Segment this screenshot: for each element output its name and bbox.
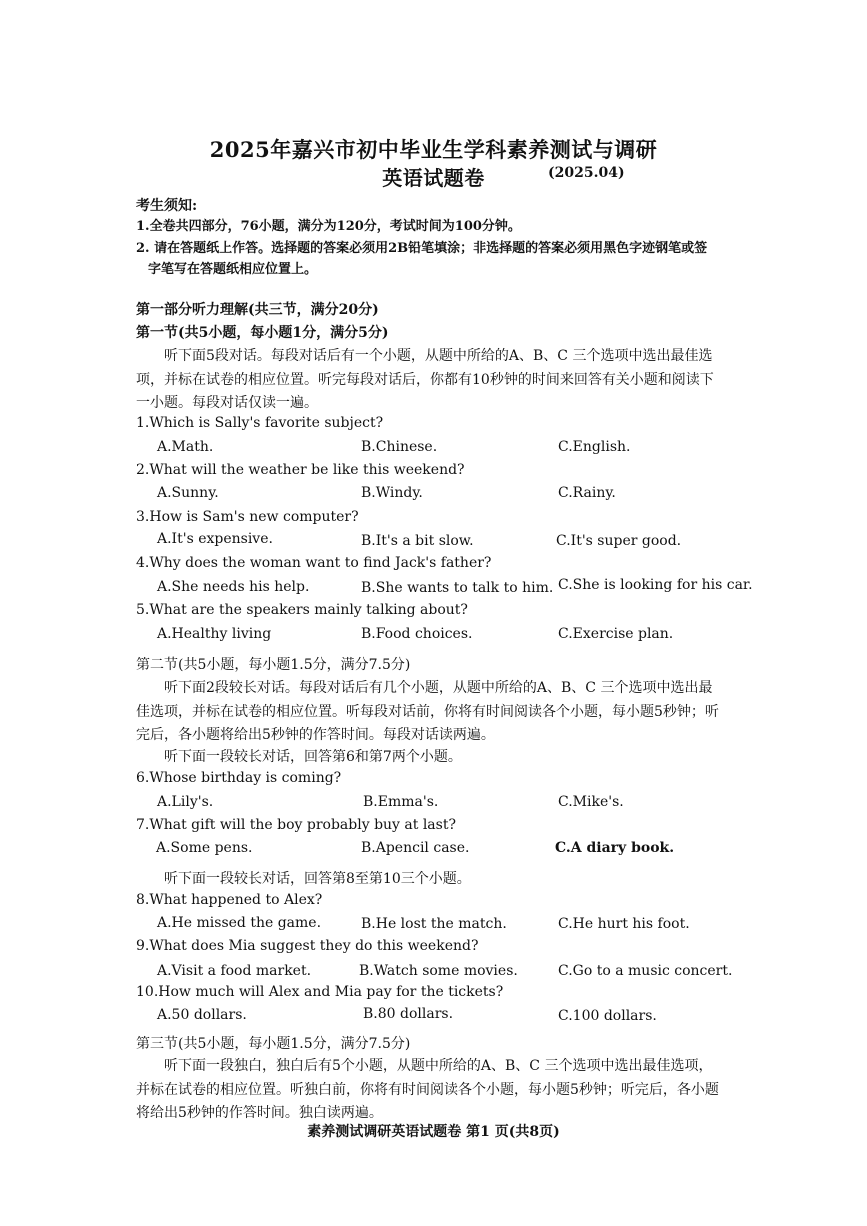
section2-instr-line2: 佳选项，并标在试卷的相应位置。听每段对话前，你将有时间阅读各个小题，每小题5秒钟；听 [136,703,719,720]
question-7: 7.What gift will the boy probably buy at last? [136,817,456,833]
section1-instr-line2: 项，并标在试卷的相应位置。听完每段对话后，你都有10秒钟的时间来回答有关小题和阅读下 [136,371,714,388]
notice-item-2-cont: 字笔写在答题纸相应位置上。 [148,262,318,277]
question-4: 4.Why does the woman want to find Jack's father? [136,555,492,571]
section3-instr-line2: 并标在试卷的相应位置。听独白前，你将有时间阅读各个小题，每小题5秒钟；听完后，各小题 [136,1081,719,1098]
q7-option-c: C.A diary book. [555,840,675,856]
question-6: 6.Whose birthday is coming? [136,770,342,786]
question-9: 9.What does Mia suggest they do this weekend? [136,938,479,954]
notice-heading: 考生须知: [136,198,198,214]
q10-option-a: A.50 dollars. [157,1007,247,1023]
exam-date: (2025.04) [548,165,625,181]
q5-option-a: A.Healthy living [157,626,272,642]
q4-option-a: A.She needs his help. [157,579,310,595]
section2-sub-instr-1: 听下面一段较长对话，回答第6和第7两个小题。 [164,749,462,765]
q1-option-a: A.Math. [157,439,214,455]
section3-instr-line1: 听下面一段独白，独白后有5个小题，从题中所给的A、B、C 三个选项中选出最佳选项， [164,1058,713,1074]
question-10: 10.How much will Alex and Mia pay for the tickets? [136,984,504,1000]
q1-option-c: C.English. [558,439,631,455]
section2-instr-line1: 听下面2段较长对话。每段对话后有几个小题，从题中所给的A、B、C 三个选项中选出最 [164,680,713,696]
section3-instr-line3: 将给出5秒钟的作答时间。独白读两遍。 [136,1105,383,1121]
q10-option-c: C.100 dollars. [558,1008,657,1024]
q1-option-b: B.Chinese. [361,439,438,455]
section3-heading: 第三节(共5小题，每小题1.5分，满分7.5分) [136,1036,411,1052]
q6-option-b: B.Emma's. [363,794,439,810]
q6-option-a: A.Lily's. [157,794,214,810]
q2-option-a: A.Sunny. [157,485,219,501]
section1-instructions [136,345,734,416]
q3-option-b: B.It's a bit slow. [361,533,474,549]
q7-option-a: A.Some pens. [156,840,253,856]
question-3: 3.How is Sam's new computer? [136,509,359,525]
exam-subtitle: 英语试题卷 [382,166,485,190]
q9-option-b: B.Watch some movies. [359,963,518,979]
section2-instr-line3: 完后，各小题将给出5秒钟的作答时间。每段对话读两遍。 [136,727,495,743]
q6-option-c: C.Mike's. [558,794,624,810]
q2-option-b: B.Windy. [361,485,423,501]
q4-option-c: C.She is looking for his car. [558,577,753,593]
q9-option-c: C.Go to a music concert. [558,963,733,979]
q2-option-c: C.Rainy. [558,485,616,501]
q9-option-a: A.Visit a food market. [157,963,312,979]
notice-item-2: 2. 请在答题纸上作答。选择题的答案必须用2B铅笔填涂；非选择题的答案必须用黑色字迹钢笔或签 [136,241,708,256]
notice-item-1: 1.全卷共四部分，76小题，满分为120分，考试时间为100分钟。 [136,219,521,234]
section2-heading: 第二节(共5小题，每小题1.5分，满分7.5分) [136,657,411,673]
q8-option-b: B.He lost the match. [361,916,507,932]
q7-option-b: B.Apencil case. [361,840,470,856]
section2-instructions [136,677,734,748]
q5-option-c: C.Exercise plan. [558,626,674,642]
section1-heading: 第一节(共5小题，每小题1分，满分5分) [136,325,389,341]
q8-option-a: A.He missed the game. [157,915,322,931]
section3-instructions [136,1055,734,1126]
question-8: 8.What happened to Alex? [136,892,323,908]
q4-option-b: B.She wants to talk to him. [361,580,554,596]
page-footer: 素养测试调研英语试题卷 第1 页(共8页) [307,1124,560,1140]
q5-option-b: B.Food choices. [361,626,473,642]
exam-title: 2025年嘉兴市初中毕业生学科素养测试与调研 [209,137,658,162]
section1-instr-line1: 听下面5段对话。每段对话后有一个小题，从题中所给的A、B、C 三个选项中选出最佳选 [164,348,713,364]
q3-option-a: A.It's expensive. [157,531,273,547]
part1-heading: 第一部分听力理解(共三节，满分20分) [136,302,379,318]
q8-option-c: C.He hurt his foot. [558,916,690,932]
question-5: 5.What are the speakers mainly talking about? [136,602,468,618]
question-2: 2.What will the weather be like this weekend? [136,462,465,478]
q3-option-c: C.It's super good. [556,533,682,549]
question-1: 1.Which is Sally's favorite subject? [136,415,384,431]
section1-instr-line3: 一小题。每段对话仅读一遍。 [136,395,318,411]
q10-option-b: B.80 dollars. [363,1006,454,1022]
section2-sub-instr-2: 听下面一段较长对话，回答第8至第10三个小题。 [164,871,471,887]
